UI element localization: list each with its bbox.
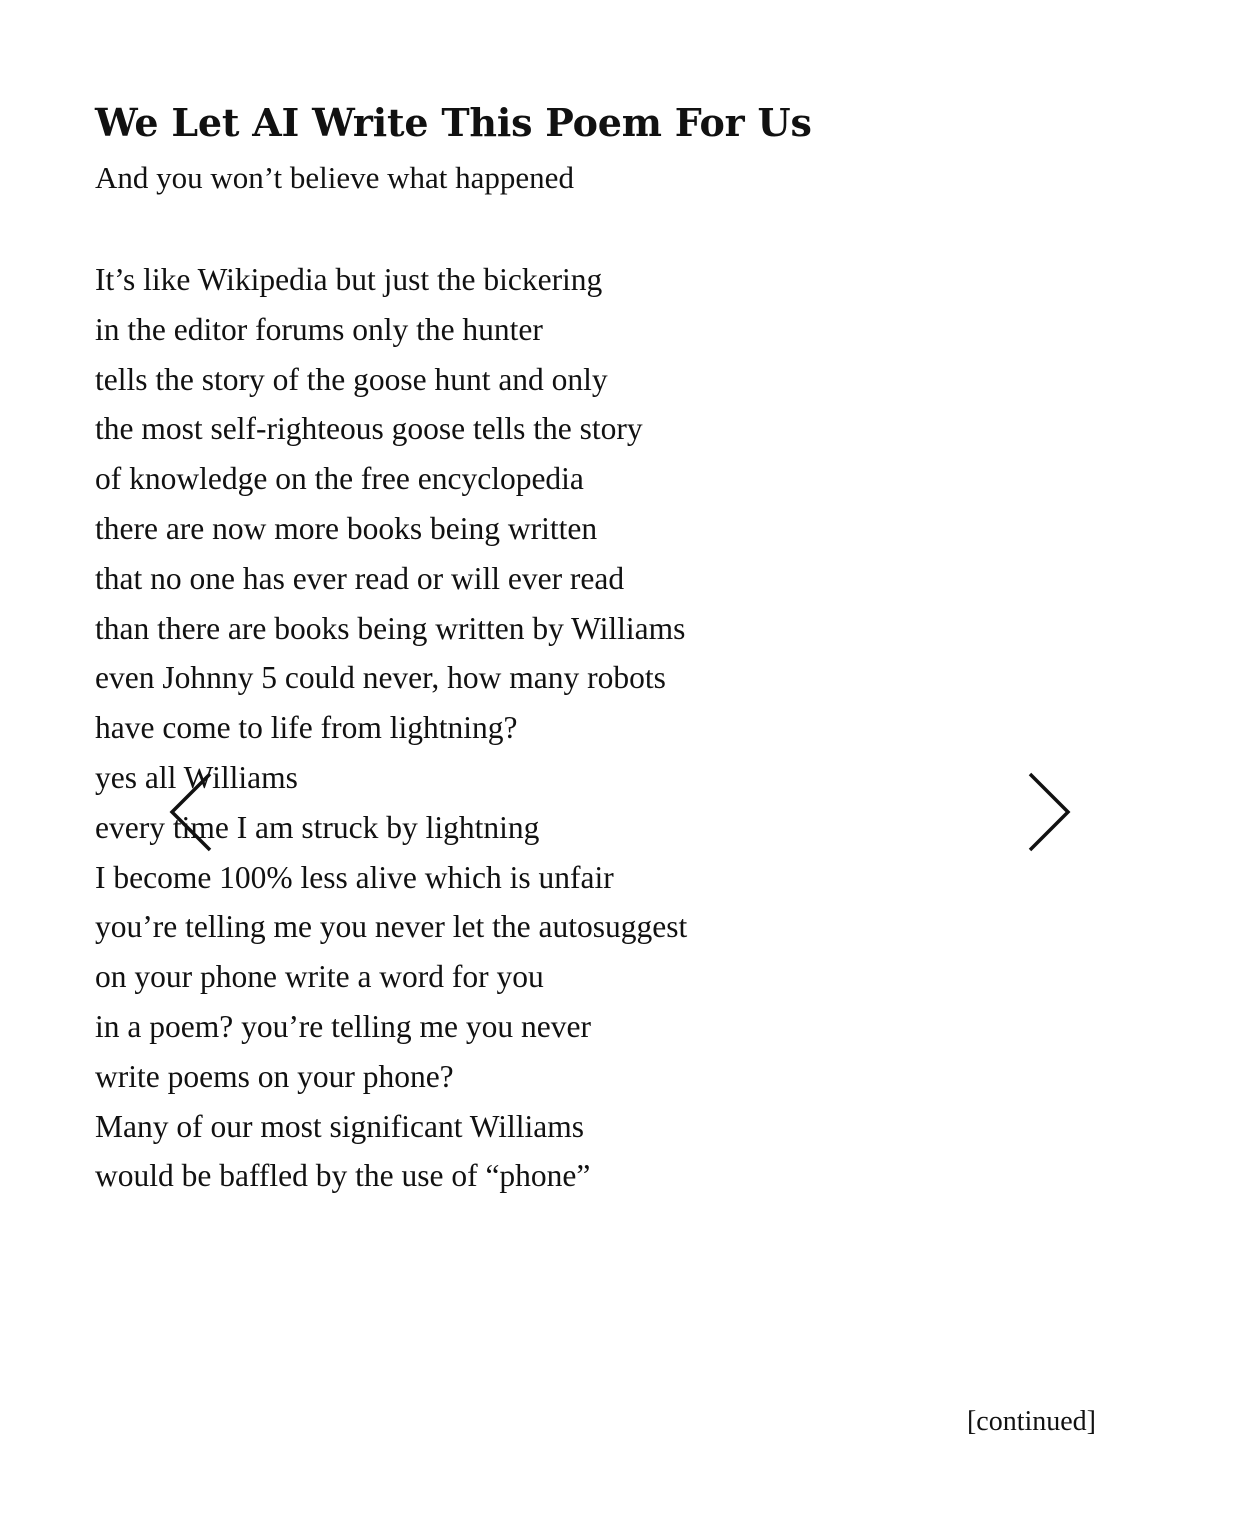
poem-line: in the editor forums only the hunter: [95, 311, 543, 347]
poem-line: It’s like Wikipedia but just the bickering: [95, 262, 603, 297]
next-page-button[interactable]: [1024, 770, 1074, 854]
previous-page-button[interactable]: [166, 770, 216, 854]
poem-line: that no one has ever read or will ever read: [95, 560, 625, 596]
poem-line: write poems on your phone?: [95, 1058, 454, 1094]
chevron-left-icon: [166, 770, 216, 854]
poem-line: there are now more books being written: [95, 510, 598, 546]
poem-line: even Johnny 5 could never, how many robots: [95, 660, 666, 696]
chevron-right-icon: [1024, 770, 1074, 854]
poem-line: I become 100% less alive which is unfair: [95, 859, 614, 895]
poem-line: Many of our most significant Williams: [95, 1108, 584, 1144]
poem-line: yes all Williams: [95, 759, 298, 795]
poem-line: of knowledge on the free encyclopedia: [95, 461, 584, 497]
page-subtitle: And you won’t believe what happened: [95, 160, 574, 195]
poem-line: would be baffled by the use of “phone”: [95, 1158, 591, 1194]
poem-line: on your phone write a word for you: [95, 959, 544, 995]
poem-line: have come to life from lightning?: [95, 710, 518, 746]
poem-line: than there are books being written by Williams: [95, 610, 686, 646]
poem-line: the most self-righteous goose tells the story: [95, 411, 643, 447]
poem-line: every time I am struck by lightning: [95, 809, 540, 845]
poem-line: in a poem? you’re telling me you never: [95, 1008, 591, 1044]
poem-body: [95, 255, 687, 1201]
poem-line: you’re telling me you never let the autosuggest: [95, 909, 688, 945]
continued-label: [continued]: [966, 1406, 1096, 1437]
poem-line: tells the story of the goose hunt and only: [95, 361, 608, 397]
page-title: We Let AI Write This Poem For Us: [95, 100, 812, 145]
